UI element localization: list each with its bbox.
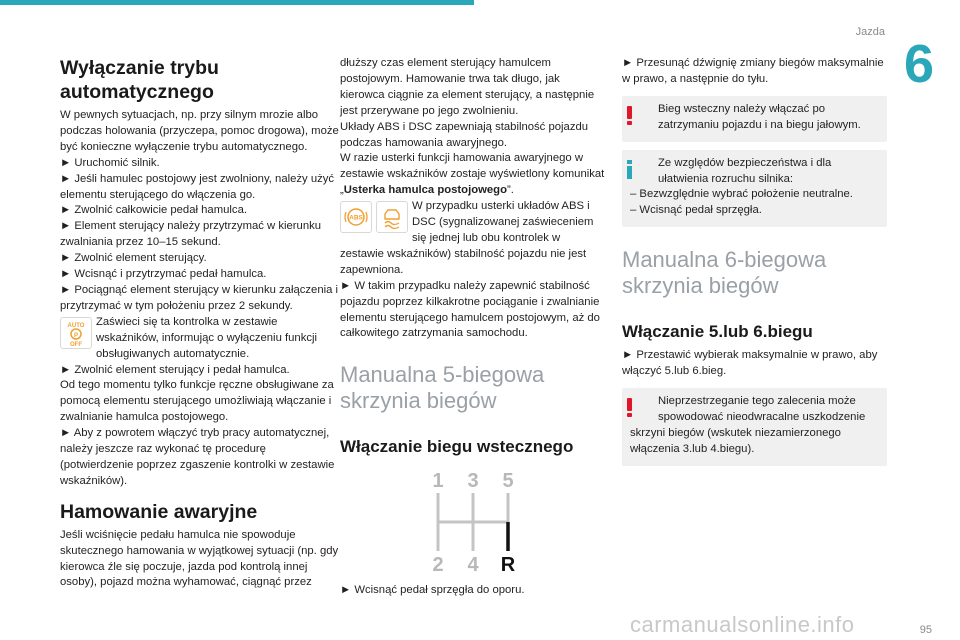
message-text: Usterka hamulca postojowego: [343, 184, 507, 197]
step: ► Przestawić wybierak maksymalnie w prawo, aby włączyć 5.lub 6.bieg.: [622, 349, 878, 378]
chapter-number: 6: [903, 34, 934, 94]
column-1: [60, 56, 342, 591]
watermark: carmanualsonline.info: [630, 612, 855, 637]
step: ► Uruchomić silnik.: [60, 156, 160, 169]
header-accent-bar: [0, 0, 474, 5]
heading-5th-6th-gear: Włączanie 5.lub 6.biegu: [622, 322, 813, 342]
paragraph: Układy ABS i DSC zapewniają stabilność pojazdu podczas hamowania awaryjnego.: [340, 120, 589, 149]
info-list-item: – Bezwzględnie wybrać położenie neutralne.: [630, 188, 853, 201]
paragraph: Od tego momentu tylko funkcje ręczne obsługiwane za pomocą elementu sterującego umożliwiają włączanie i zwalnianie hamulca postojowego.: [60, 379, 334, 424]
abs-indicator-block: [340, 199, 605, 279]
heading-5-speed-gearbox: Manualna 5-biegowa skrzynia biegów: [340, 362, 545, 414]
abs-dsc-text: W przypadku usterki układów ABS i DSC (sygnalizowanej zaświeceniem się jednej lub obu kontrolek w zestawie wskaźników) stabilność pojazdu nie jest zapewniona.: [340, 200, 594, 276]
intro-text: W pewnych sytuacjach, np. przy silnym mrozie albo podczas holowania (przyczepa, pomoc drogowa), może być konieczne wyłączenie trybu automatycznego.: [60, 109, 339, 153]
heading-reverse-gear: Włączanie biegu wstecznego: [340, 437, 574, 457]
step: ► Element sterujący należy przytrzymać w kierunku zwalniania przez 10–15 sekund.: [60, 220, 322, 249]
auto-indicator-text: Zaświeci się ta kontrolka w zestawie wskaźników, informując o wyłączeniu funkcji obsługiwanych automatycznie.: [96, 315, 318, 360]
warning-icon: [626, 398, 632, 416]
warning-box: [622, 388, 887, 466]
page-number: 95: [919, 624, 932, 636]
svg-text:AUTO: AUTO: [67, 322, 85, 329]
svg-text:P: P: [73, 332, 79, 339]
emergency-text: Jeśli wciśnięcie pedału hamulca nie spowoduje skutecznego hamowania w wyjątkowej sytuacji (np. gdy kierowca źle się poczuje, jazda pod kontrolą innej osoby), pojazd można wyhamować, ciągnąć przez: [60, 528, 339, 589]
paragraph: W razie usterki funkcji hamowania awaryjnego w zestawie wskaźników zostaje wyświetlony komunikat „Usterka hamulca postojowego”.: [340, 152, 605, 197]
heading-6-speed-gearbox: Manualna 6-biegowa skrzynia biegów: [622, 247, 827, 299]
step: ► Pociągnąć element sterujący w kierunku załączenia i przytrzymać w tym położeniu przez 2 sekundy.: [60, 283, 339, 312]
step: ► W takim przypadku należy zapewnić stabilność pojazdu poprzez kilkakrotne pociąganie i zwalnianie elementu sterującego hamulcem postojowym, aż do całkowitego zatrzymania samochodu.: [340, 279, 600, 340]
step: ► Jeśli hamulec postojowy jest zwolniony, należy użyć elementu sterującego do włączenia go.: [60, 172, 335, 201]
step: ► Wcisnąć pedał sprzęgła do oporu.: [340, 584, 525, 597]
svg-text:5: 5: [501, 470, 514, 493]
warning-box: [622, 96, 887, 142]
warning-icon: [626, 106, 632, 124]
svg-text:R: R: [500, 554, 515, 577]
auto-indicator-block: [60, 315, 342, 363]
auto-off-warning-icon: [60, 317, 92, 349]
svg-text:OFF: OFF: [70, 341, 82, 348]
gear-pattern-icon: [418, 467, 528, 577]
info-icon: [626, 160, 632, 178]
warning-text-continued: skrzyni biegów (wskutek niezamierzonego włączenia 3.lub 4.biegu).: [630, 426, 841, 455]
svg-text:3: 3: [466, 470, 479, 493]
step: ► Wcisnąć i przytrzymać pedał hamulca.: [60, 268, 267, 281]
abs-warning-icon: [340, 201, 372, 233]
svg-text:1: 1: [431, 470, 444, 493]
column-2: [340, 56, 605, 599]
step: ► Zwolnić całkowicie pedał hamulca.: [60, 204, 247, 217]
info-list-item: – Wcisnąć pedał sprzęgła.: [630, 204, 762, 217]
step: ► Zwolnić element sterujący i pedał hamulca.: [60, 363, 290, 376]
step: ► Zwolnić element sterujący.: [60, 252, 207, 265]
column-3: [622, 56, 887, 466]
svg-text:ABS: ABS: [349, 214, 363, 222]
info-box: [622, 150, 887, 228]
heading-emergency-braking: Hamowanie awaryjne: [60, 500, 258, 523]
warning-text: Bieg wsteczny należy włączać po zatrzymaniu pojazdu i na biegu jałowym.: [658, 102, 861, 131]
svg-text:2: 2: [431, 554, 444, 577]
svg-text:4: 4: [466, 554, 479, 577]
dsc-warning-icon: [376, 201, 408, 233]
warning-text: Nieprzestrzeganie tego zalecenia może spowodować nieodwracalne uszkodzenie: [658, 395, 866, 423]
step: ► Aby z powrotem włączyć tryb pracy automatycznej, należy jeszcze raz wykonać tę procedurę (potwierdzenie poprzez zgaszenie kontrolki w zestawie wskaźników).: [60, 427, 335, 487]
paragraph: dłuższy czas element sterujący hamulcem postojowym. Hamowanie trwa tak długo, jak kierowca ciągnie za element sterujący, a następnie jest przerywane po jego zwolnieniu.: [340, 57, 595, 117]
section-name: Jazda: [855, 26, 885, 38]
info-text: Ze względów bezpieczeństwa i dla ułatwienia rozruchu silnika:: [658, 156, 832, 185]
step: ► Przesunąć dźwignię zmiany biegów maksymalnie w prawo, a następnie do tyłu.: [622, 57, 884, 85]
gear-shift-diagram: [418, 467, 528, 577]
heading-disable-auto: Wyłączanie trybu automatycznego: [60, 57, 219, 103]
